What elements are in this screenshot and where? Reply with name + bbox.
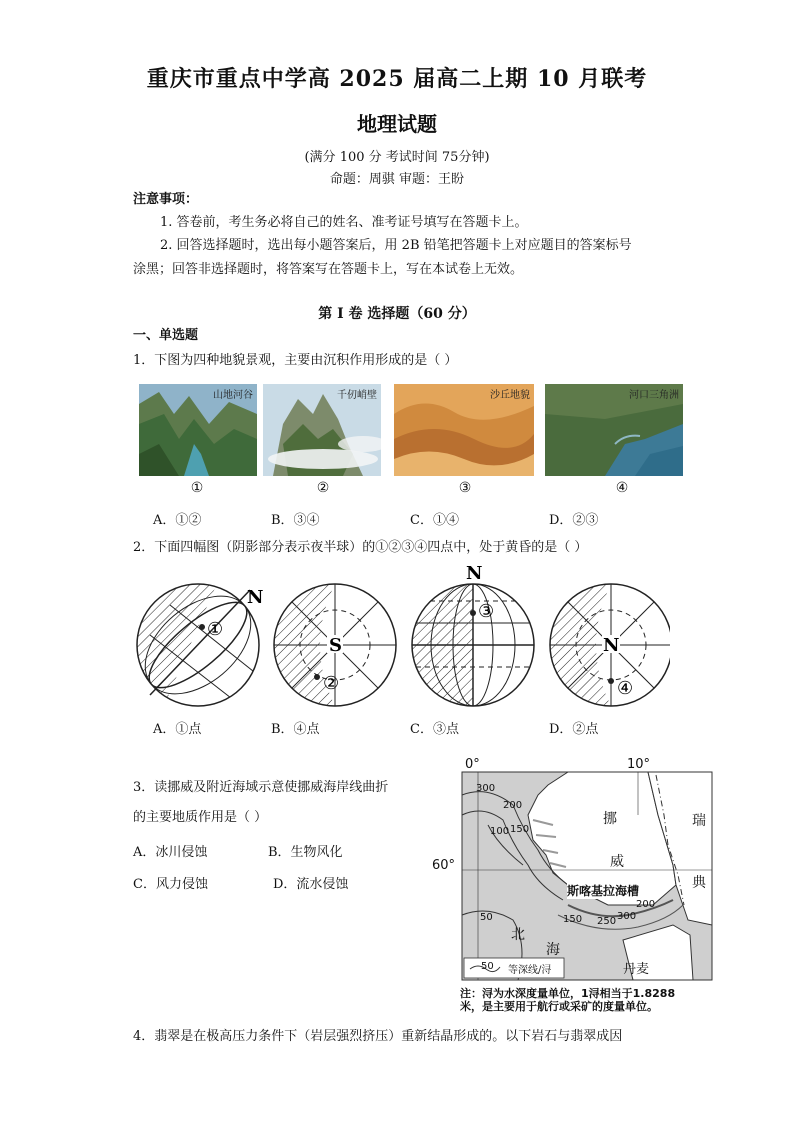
map-depth-label: 300: [476, 783, 496, 794]
globe1-north-label: N: [247, 587, 264, 608]
map-depth-label: 50: [480, 912, 493, 923]
photo-number: ②: [316, 480, 330, 496]
photo-label: 山地河谷: [213, 390, 253, 401]
q2-option-a[interactable]: A．①点: [153, 722, 202, 737]
q2-option-b[interactable]: B．④点: [271, 722, 320, 737]
exam-title: 重庆市重点中学高 2025 届高二上期 10 月联考: [146, 66, 648, 92]
map-note-line2: 米，是主要用于航行或采矿的度量单位。: [460, 1000, 658, 1013]
globe-3: [412, 584, 534, 706]
globe1-point-1: ①: [207, 619, 224, 640]
exam-authors: 命题：周骐 审题：王盼: [329, 172, 465, 187]
photo-river-delta: [545, 384, 683, 476]
notice-heading: 注意事项：: [133, 192, 199, 207]
q2-stem: 2．下面四幅图（阴影部分表示夜半球）的①②③④四点中，处于黄昏的是（ ）: [133, 540, 588, 555]
map-sweden-2: 典: [692, 875, 706, 891]
globe4-point-4: ④: [617, 678, 634, 699]
q3-option-b[interactable]: B．生物风化: [268, 845, 343, 860]
photo-number: ①: [190, 480, 204, 496]
map-depth-label: 150: [563, 914, 583, 925]
notice-item-2-line1: 2. 回答选择题时，选出每小题答案后，用 2B 铅笔把答题卡上对应题目的答案标号: [160, 238, 632, 253]
exam-info: (满分 100 分 考试时间 75分钟): [304, 150, 490, 165]
map-depth-label: 300: [617, 911, 637, 922]
q3-stem-line2: 的主要地质作用是（ ）: [133, 810, 268, 825]
notice-item-1: 1. 答卷前，考生务必将自己的姓名、准考证号填写在答题卡上。: [160, 215, 528, 230]
map-depth-label: 200: [503, 800, 523, 811]
photo-cliff: [263, 384, 381, 476]
q1-option-c[interactable]: C．①④: [410, 513, 459, 528]
photo-label: 河口三角洲: [629, 390, 679, 401]
map-norway-1: 挪: [603, 811, 617, 827]
map-lon-0: 0°: [465, 757, 480, 772]
q3-option-a[interactable]: A．冰川侵蚀: [133, 845, 208, 860]
q3-option-d[interactable]: D．流水侵蚀: [273, 877, 349, 892]
subject-title: 地理试题: [357, 112, 437, 136]
q3-option-c[interactable]: C．风力侵蚀: [133, 877, 208, 892]
q1-stem: 1．下图为四种地貌景观，主要由沉积作用形成的是（ ）: [133, 353, 458, 368]
photo-label: 沙丘地貌: [490, 390, 530, 401]
q2-option-d[interactable]: D．②点: [549, 722, 599, 737]
map-north: 北: [511, 927, 525, 943]
globe2-point-2: ②: [323, 673, 340, 694]
section-title: 第 I 卷 选择题（60 分）: [318, 306, 476, 322]
map-denmark: 丹麦: [623, 962, 650, 977]
map-depth-label: 250: [597, 916, 617, 927]
notice-item-2-line2: 涂黑；回答非选择题时，将答案写在答题卡上，写在本试卷上无效。: [133, 262, 524, 277]
map-sweden-1: 瑞: [692, 813, 706, 829]
norway-map: [428, 755, 718, 987]
photo-number: ③: [458, 480, 472, 496]
map-norway-2: 威: [610, 854, 624, 870]
photo-sand-dunes: [394, 384, 534, 476]
photo-mountain-valley: [139, 384, 257, 476]
q1-option-a[interactable]: A．①②: [153, 513, 202, 528]
part-title: 一、单选题: [133, 328, 199, 343]
map-depth-label: 100: [490, 826, 510, 837]
map-note-line1: 注：浔为水深度量单位，1浔相当于1.8288: [460, 987, 676, 1000]
q3-stem-line1: 3．读挪威及附近海域示意使挪威海岸线曲折: [133, 780, 389, 795]
photo-label: 千仞峭壁: [337, 390, 377, 401]
globe3-north-label: N: [466, 565, 483, 584]
legend-text: 等深线/浔: [508, 965, 552, 976]
q1-option-d[interactable]: D．②③: [549, 513, 599, 528]
q4-stem: 4．翡翠是在极高压力条件下（岩层强烈挤压）重新结晶形成的。以下岩石与翡翠成因: [133, 1029, 623, 1044]
q2-globe-diagrams: [130, 565, 670, 715]
map-sea: 海: [546, 942, 560, 958]
map-lon-10: 10°: [627, 757, 651, 772]
q1-option-b[interactable]: B．③④: [271, 513, 320, 528]
photo-number: ④: [615, 480, 629, 496]
map-skagerrak-trough: 斯喀基拉海槽: [567, 884, 640, 898]
globe4-north-label: N: [603, 635, 620, 656]
legend-number: 50: [481, 961, 494, 972]
globe2-south-label: S: [329, 635, 342, 656]
map-depth-label: 150: [510, 824, 530, 835]
q2-option-c[interactable]: C．③点: [410, 722, 459, 737]
globe3-point-3: ③: [478, 601, 495, 622]
map-depth-label: 200: [636, 899, 656, 910]
map-lat-60: 60°: [432, 858, 456, 873]
